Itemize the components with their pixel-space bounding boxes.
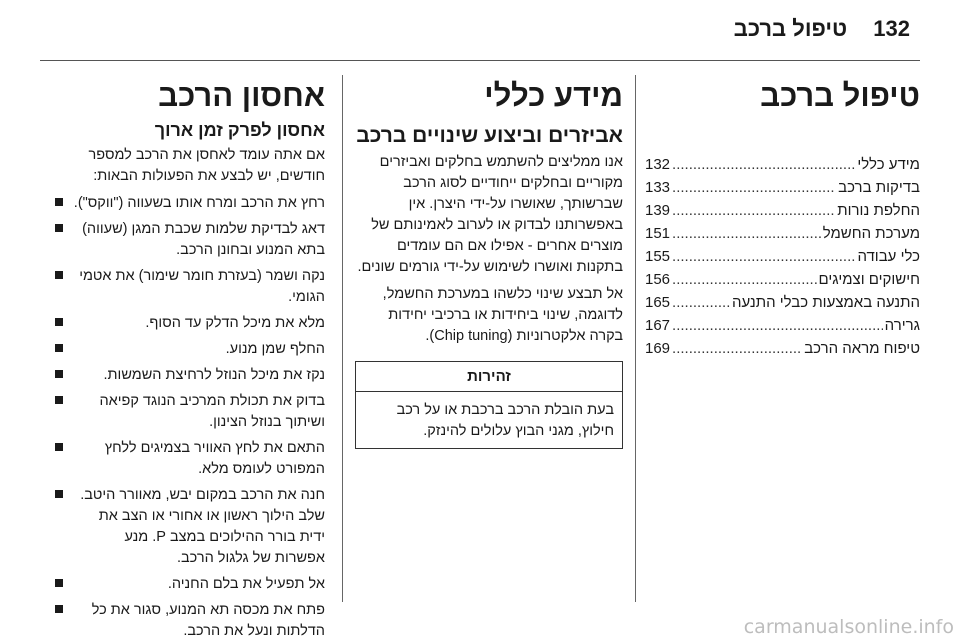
toc-entry-page: 139 xyxy=(645,202,671,219)
toc-entry[interactable] xyxy=(645,202,920,225)
bullet-square-icon xyxy=(55,605,63,613)
toc-entry[interactable] xyxy=(645,225,920,248)
toc-leader-dots xyxy=(672,271,816,288)
toc-leader-dots xyxy=(672,179,836,196)
intro-paragraph: אם אתה עומד לאחסן את הרכב למספר חודשים, יש לבצע את הפעולות הבאות: xyxy=(88,147,325,184)
header-rule xyxy=(40,60,920,61)
page-number: 132 xyxy=(873,16,910,41)
toc-entry-page: 165 xyxy=(645,294,671,311)
header-title xyxy=(734,16,910,42)
list-item xyxy=(55,600,325,642)
list-item xyxy=(55,365,325,386)
toc-entry-label: החלפת נורות xyxy=(837,202,920,219)
list-item xyxy=(55,339,325,360)
page-header xyxy=(0,0,960,62)
list-item-text: פתח את מכסה תא המנוע, סגור את כל הדלתות ונעל את הרכב. xyxy=(91,602,325,639)
chapter-title: טיפול ברכב xyxy=(760,78,920,113)
toc-list xyxy=(645,156,920,363)
warning-text: בעת הובלת הרכב ברכבת או על רכב חילוץ, מגני הבוץ עלולים להינזק. xyxy=(396,402,614,439)
toc-entry-label: התנעה באמצעות כבלי התנעה xyxy=(731,294,920,311)
list-item-text: נקז את מיכל הנוזל לרחיצת השמשות. xyxy=(103,367,325,383)
toc-entry[interactable] xyxy=(645,271,920,294)
toc-leader-dots xyxy=(672,340,802,357)
toc-entry[interactable] xyxy=(645,179,920,202)
vehicle-storage-column xyxy=(55,62,325,639)
toc-entry-page: 167 xyxy=(645,317,671,334)
bullet-square-icon xyxy=(55,443,63,451)
list-item xyxy=(55,391,325,433)
chapter-contents-column xyxy=(645,62,920,614)
list-item xyxy=(55,438,325,480)
bullet-square-icon xyxy=(55,490,63,498)
toc-entry-page: 151 xyxy=(645,225,671,242)
column-divider xyxy=(635,75,636,602)
bullet-square-icon xyxy=(55,224,63,232)
column-divider xyxy=(342,75,343,602)
section-title: מידע כללי xyxy=(484,78,623,113)
list-item xyxy=(55,574,325,595)
toc-entry[interactable] xyxy=(645,294,920,317)
toc-entry-label: כלי עבודה xyxy=(857,248,920,265)
list-item-text: בדוק את תכולת המרכיב הנוגד קפיאה ושיתוך בנוזל הצינון. xyxy=(99,393,325,430)
toc-entry-page: 156 xyxy=(645,271,671,288)
general-info-column xyxy=(355,62,623,614)
toc-entry-label: מערכת החשמל xyxy=(822,225,920,242)
warning-heading: זהירות xyxy=(356,362,622,392)
list-item xyxy=(55,313,325,334)
list-item xyxy=(55,219,325,261)
list-item-text: חנה את הרכב במקום יבש, מאוורר היטב. שלב הילוך ראשון או אחורי או הצב את ידית בורר ההילוכים במצב P. מנע אפשרות של גלגול הרכב. xyxy=(80,487,325,566)
toc-leader-dots xyxy=(672,317,883,334)
list-item-text: נקה ושמר (בעזרת חומר שימור) את אטמי הגומי. xyxy=(79,268,325,305)
storage-steps-list xyxy=(55,193,325,642)
toc-entry-page: 133 xyxy=(645,179,671,196)
bullet-square-icon xyxy=(55,198,63,206)
list-item-text: מלא את מיכל הדלק עד הסוף. xyxy=(145,315,325,331)
toc-leader-dots xyxy=(672,294,730,311)
toc-entry-page: 132 xyxy=(645,156,671,173)
toc-entry[interactable] xyxy=(645,156,920,179)
toc-entry-label: טיפוח מראה הרכב xyxy=(804,340,920,357)
section-title: אחסון הרכב xyxy=(158,78,325,113)
toc-leader-dots xyxy=(672,225,821,242)
bullet-square-icon xyxy=(55,396,63,404)
toc-entry-label: מידע כללי xyxy=(857,156,920,173)
section-subtitle: אביזרים וביצוע שינויים ברכב xyxy=(356,124,623,147)
list-item-text: רחץ את הרכב ומרח אותו בשעווה ("ווקס"). xyxy=(73,195,325,211)
toc-entry[interactable] xyxy=(645,317,920,340)
toc-entry-label: חישוקים וצמיגים xyxy=(818,271,920,288)
section-name: טיפול ברכב xyxy=(733,16,848,41)
list-item xyxy=(55,193,325,214)
toc-entry[interactable] xyxy=(645,248,920,271)
toc-entry-page: 169 xyxy=(645,340,671,357)
toc-entry-label: בדיקות ברכב xyxy=(838,179,920,196)
toc-entry[interactable] xyxy=(645,340,920,363)
paragraph: אל תבצע שינוי כלשהו במערכת החשמל, לדוגמה, שינוי ביחידות או ברכיבי יחידות בקרה אלקטרוניות (Chip tuning). xyxy=(382,286,623,344)
bullet-square-icon xyxy=(55,318,63,326)
list-item xyxy=(55,266,325,308)
toc-entry-label: גרירה xyxy=(884,317,920,334)
paragraph: אנו ממליצים להשתמש בחלקים ואביזרים מקוריים ובחלקים ייחודיים לסוג הרכב שברשותך, שאושרו על-ידי היצרן. אין באפשרותנו לבדוק או לערוב לאמינותם של מוצרים אחרים - אפילו אם הם עומדים בתקנות ואושרו לשימוש על-ידי גורמים שונים. xyxy=(357,154,623,275)
list-item-text: החלף שמן מנוע. xyxy=(225,341,325,357)
bullet-square-icon xyxy=(55,579,63,587)
list-item-text: התאם את לחץ האוויר בצמיגים ללחץ המפורט לעומס מלא. xyxy=(104,440,325,477)
toc-leader-dots xyxy=(672,156,855,173)
toc-leader-dots xyxy=(672,202,835,219)
list-item-text: דאג לבדיקת שלמות שכבת המגן (שעווה) בתא המנוע ובחונן הרכב. xyxy=(82,221,325,258)
bullet-square-icon xyxy=(55,271,63,279)
toc-entry-page: 155 xyxy=(645,248,671,265)
toc-leader-dots xyxy=(672,248,855,265)
watermark: carmanualsonline.info xyxy=(743,616,954,638)
warning-box xyxy=(355,361,623,449)
list-item-text: אל תפעיל את בלם החניה. xyxy=(167,576,325,592)
bullet-square-icon xyxy=(55,370,63,378)
list-item xyxy=(55,485,325,569)
bullet-square-icon xyxy=(55,344,63,352)
section-subtitle: אחסון לפרק זמן ארוך xyxy=(154,120,325,140)
